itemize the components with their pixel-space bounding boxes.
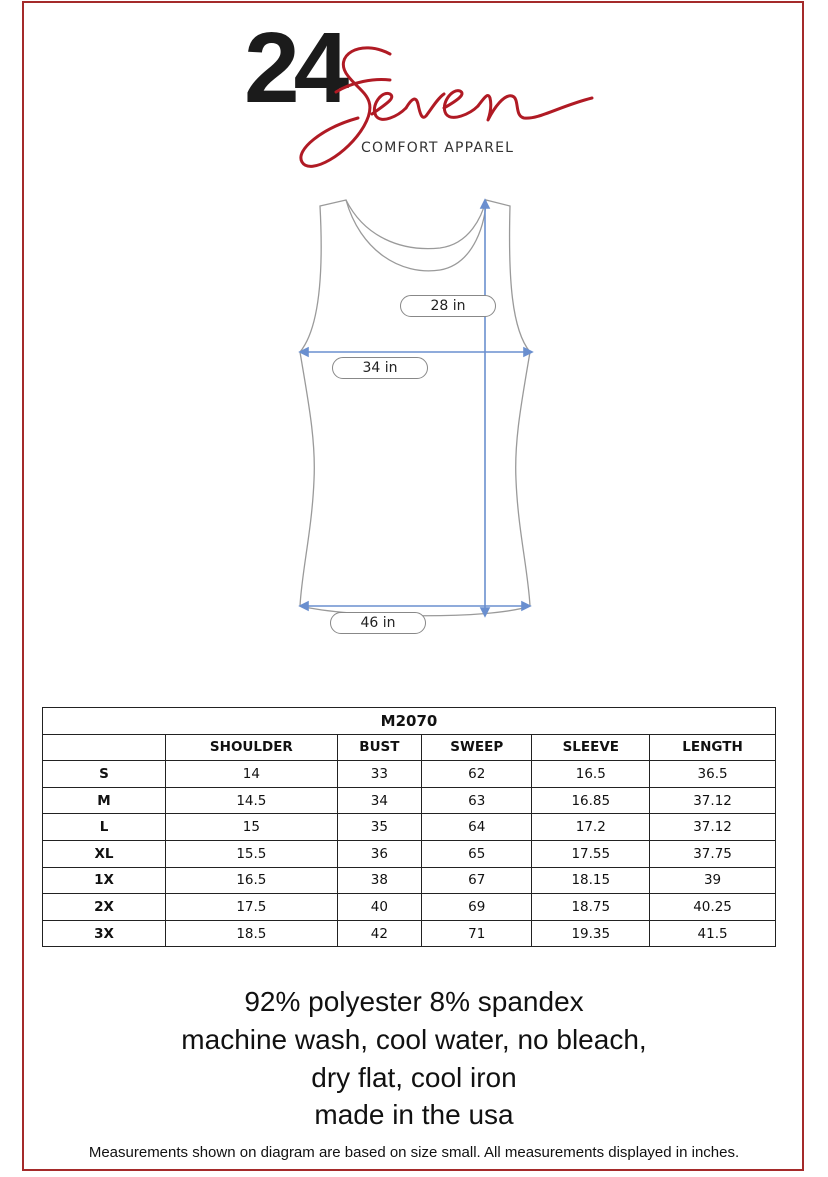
- table-row: [43, 840, 776, 867]
- cell: 41.5: [650, 920, 776, 947]
- bust-measure-label: 34 in: [332, 357, 428, 379]
- brand-logo: [240, 12, 610, 178]
- size-label: L: [43, 814, 166, 841]
- size-label: 2X: [43, 894, 166, 921]
- cell: 17.2: [532, 814, 650, 841]
- cell: 15.5: [166, 840, 338, 867]
- tank-top-outline: [290, 190, 550, 640]
- table-row: [43, 814, 776, 841]
- cell: 69: [422, 894, 532, 921]
- cell: 17.5: [166, 894, 338, 921]
- cell: 37.75: [650, 840, 776, 867]
- cell: 71: [422, 920, 532, 947]
- logo-number: 24: [244, 12, 344, 124]
- table-row: [43, 787, 776, 814]
- table-row: [43, 761, 776, 788]
- table-header-row: [43, 734, 776, 761]
- header-length: LENGTH: [650, 734, 776, 761]
- measurement-note: Measurements shown on diagram are based on size small. All measurements displayed in inches.: [88, 1144, 740, 1161]
- sweep-measure-label: 46 in: [330, 612, 426, 634]
- table-row: [43, 867, 776, 894]
- cell: 16.5: [166, 867, 338, 894]
- cell: 18.75: [532, 894, 650, 921]
- header-sleeve: SLEEVE: [532, 734, 650, 761]
- cell: 18.15: [532, 867, 650, 894]
- cell: 39: [650, 867, 776, 894]
- origin: made in the usa: [314, 1099, 514, 1130]
- cell: 37.12: [650, 814, 776, 841]
- header-bust: BUST: [337, 734, 421, 761]
- cell: 67: [422, 867, 532, 894]
- cell: 18.5: [166, 920, 338, 947]
- cell: 36: [337, 840, 421, 867]
- garment-diagram: [290, 190, 550, 645]
- cell: 36.5: [650, 761, 776, 788]
- cell: 33: [337, 761, 421, 788]
- cell: 37.12: [650, 787, 776, 814]
- cell: 19.35: [532, 920, 650, 947]
- care-dry: dry flat, cool iron: [311, 1062, 517, 1093]
- table-row: [43, 894, 776, 921]
- header-blank: [43, 734, 166, 761]
- size-label: 3X: [43, 920, 166, 947]
- cell: 15: [166, 814, 338, 841]
- size-chart-table: [42, 707, 776, 947]
- cell: 42: [337, 920, 421, 947]
- size-label: 1X: [43, 867, 166, 894]
- cell: 16.85: [532, 787, 650, 814]
- fabric-content: 92% polyester 8% spandex: [244, 986, 584, 1017]
- cell: 65: [422, 840, 532, 867]
- care-wash: machine wash, cool water, no bleach,: [181, 1024, 647, 1055]
- header-sweep: SWEEP: [422, 734, 532, 761]
- cell: 63: [422, 787, 532, 814]
- cell: 34: [337, 787, 421, 814]
- size-label: M: [43, 787, 166, 814]
- cell: 62: [422, 761, 532, 788]
- cell: 14: [166, 761, 338, 788]
- cell: 40: [337, 894, 421, 921]
- cell: 64: [422, 814, 532, 841]
- table-title-row: [43, 708, 776, 735]
- size-label: XL: [43, 840, 166, 867]
- cell: 16.5: [532, 761, 650, 788]
- cell: 35: [337, 814, 421, 841]
- size-label: S: [43, 761, 166, 788]
- header-shoulder: SHOULDER: [166, 734, 338, 761]
- cell: 14.5: [166, 787, 338, 814]
- cell: 17.55: [532, 840, 650, 867]
- cell: 38: [337, 867, 421, 894]
- cell: 40.25: [650, 894, 776, 921]
- table-row: [43, 920, 776, 947]
- style-number: M2070: [43, 708, 776, 735]
- length-measure-label: 28 in: [400, 295, 496, 317]
- logo-tagline: COMFORT APPAREL: [361, 140, 515, 156]
